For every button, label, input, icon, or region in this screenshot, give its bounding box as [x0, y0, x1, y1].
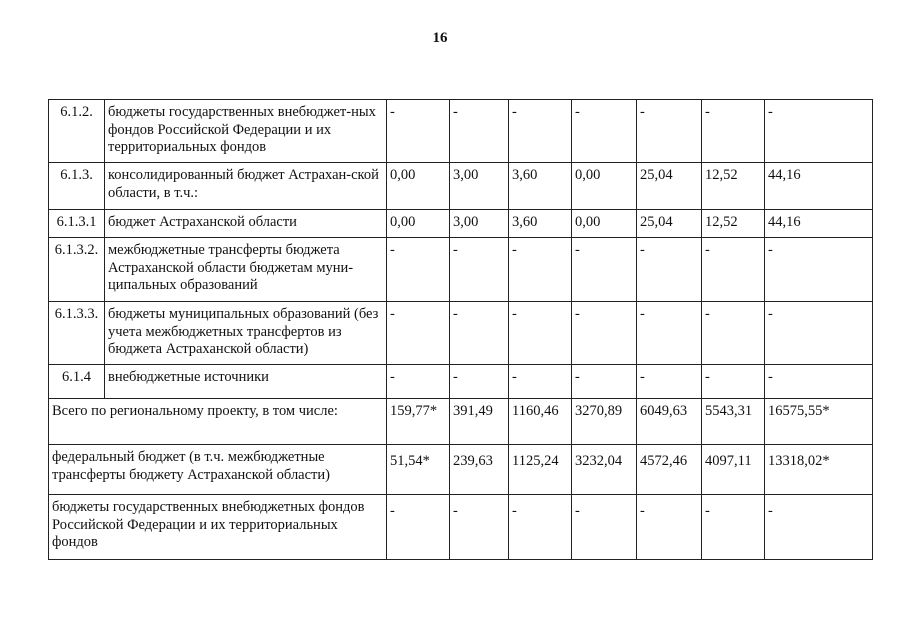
- subrow-value: -: [765, 495, 873, 560]
- row-value: -: [637, 238, 702, 302]
- total-label: Всего по региональному проекту, в том числе:: [49, 399, 387, 445]
- row-code: 6.1.3.3.: [49, 302, 105, 365]
- row-code: 6.1.3.1: [49, 210, 105, 238]
- page-number: 16: [432, 30, 448, 46]
- table-row: [49, 100, 873, 163]
- row-value: 25,04: [637, 163, 702, 210]
- row-value: -: [450, 238, 509, 302]
- row-name: внебюджетные источники: [105, 365, 387, 399]
- row-value: -: [509, 365, 572, 399]
- row-value: 3,60: [509, 210, 572, 238]
- table-row: [49, 302, 873, 365]
- row-value: 3,60: [509, 163, 572, 210]
- budget-table: [48, 99, 873, 560]
- table-row: [49, 365, 873, 399]
- row-value: -: [509, 302, 572, 365]
- row-name: бюджет Астраханской области: [105, 210, 387, 238]
- row-value: -: [765, 100, 873, 163]
- subrow-label: бюджеты государственных внебюджетных фондов Российской Федерации и их территориальных фондов: [49, 495, 387, 560]
- subrow-value: 3232,04: [572, 445, 637, 495]
- row-value: 44,16: [765, 210, 873, 238]
- row-value: -: [765, 238, 873, 302]
- total-row: [49, 399, 873, 445]
- subrow-value: -: [702, 495, 765, 560]
- table-row: [49, 210, 873, 238]
- row-value: 0,00: [572, 210, 637, 238]
- row-value: 3,00: [450, 163, 509, 210]
- row-value: -: [509, 238, 572, 302]
- table-row: [49, 495, 873, 560]
- table-row: [49, 163, 873, 210]
- subrow-value: -: [509, 495, 572, 560]
- row-value: -: [702, 100, 765, 163]
- subrow-value: 51,54*: [387, 445, 450, 495]
- row-code: 6.1.4: [49, 365, 105, 399]
- subrow-value: 13318,02*: [765, 445, 873, 495]
- subrow-value: -: [572, 495, 637, 560]
- row-value: 3,00: [450, 210, 509, 238]
- total-value: 3270,89: [572, 399, 637, 445]
- row-value: -: [387, 365, 450, 399]
- total-value: 6049,63: [637, 399, 702, 445]
- row-value: -: [572, 365, 637, 399]
- row-value: -: [509, 100, 572, 163]
- row-name: межбюджетные трансферты бюджета Астраханской области бюджетам муни-ципальных образований: [105, 238, 387, 302]
- row-code: 6.1.3.2.: [49, 238, 105, 302]
- row-value: 0,00: [387, 163, 450, 210]
- total-value: 391,49: [450, 399, 509, 445]
- row-value: 25,04: [637, 210, 702, 238]
- subrow-value: -: [637, 495, 702, 560]
- total-value: 5543,31: [702, 399, 765, 445]
- subrow-value: 4572,46: [637, 445, 702, 495]
- row-name: бюджеты государственных внебюджет-ных фондов Российской Федерации и их территориальных фондов: [105, 100, 387, 163]
- row-value: -: [702, 302, 765, 365]
- subrow-label: федеральный бюджет (в т.ч. межбюджетные трансферты бюджету Астраханской области): [49, 445, 387, 495]
- row-value: -: [450, 100, 509, 163]
- row-value: -: [387, 100, 450, 163]
- row-value: -: [637, 365, 702, 399]
- row-value: -: [765, 365, 873, 399]
- row-value: -: [572, 238, 637, 302]
- row-value: -: [572, 100, 637, 163]
- row-value: -: [637, 302, 702, 365]
- row-value: -: [637, 100, 702, 163]
- row-value: -: [765, 302, 873, 365]
- row-value: -: [702, 238, 765, 302]
- row-name: консолидированный бюджет Астрахан-ской области, в т.ч.:: [105, 163, 387, 210]
- row-value: -: [702, 365, 765, 399]
- total-value: 16575,55*: [765, 399, 873, 445]
- row-value: -: [387, 238, 450, 302]
- subrow-value: 4097,11: [702, 445, 765, 495]
- total-value: 1160,46: [509, 399, 572, 445]
- row-value: 0,00: [387, 210, 450, 238]
- total-value: 159,77*: [387, 399, 450, 445]
- row-code: 6.1.2.: [49, 100, 105, 163]
- row-value: 12,52: [702, 210, 765, 238]
- row-value: 0,00: [572, 163, 637, 210]
- row-value: -: [572, 302, 637, 365]
- row-value: -: [450, 365, 509, 399]
- table-row: [49, 445, 873, 495]
- subrow-value: -: [450, 495, 509, 560]
- row-name: бюджеты муниципальных образований (без учета межбюджетных трансфертов из бюджета Астраханской области): [105, 302, 387, 365]
- row-value: -: [450, 302, 509, 365]
- subrow-value: 239,63: [450, 445, 509, 495]
- subrow-value: 1125,24: [509, 445, 572, 495]
- row-code: 6.1.3.: [49, 163, 105, 210]
- row-value: 12,52: [702, 163, 765, 210]
- row-value: -: [387, 302, 450, 365]
- row-value: 44,16: [765, 163, 873, 210]
- subrow-value: -: [387, 495, 450, 560]
- table-row: [49, 238, 873, 302]
